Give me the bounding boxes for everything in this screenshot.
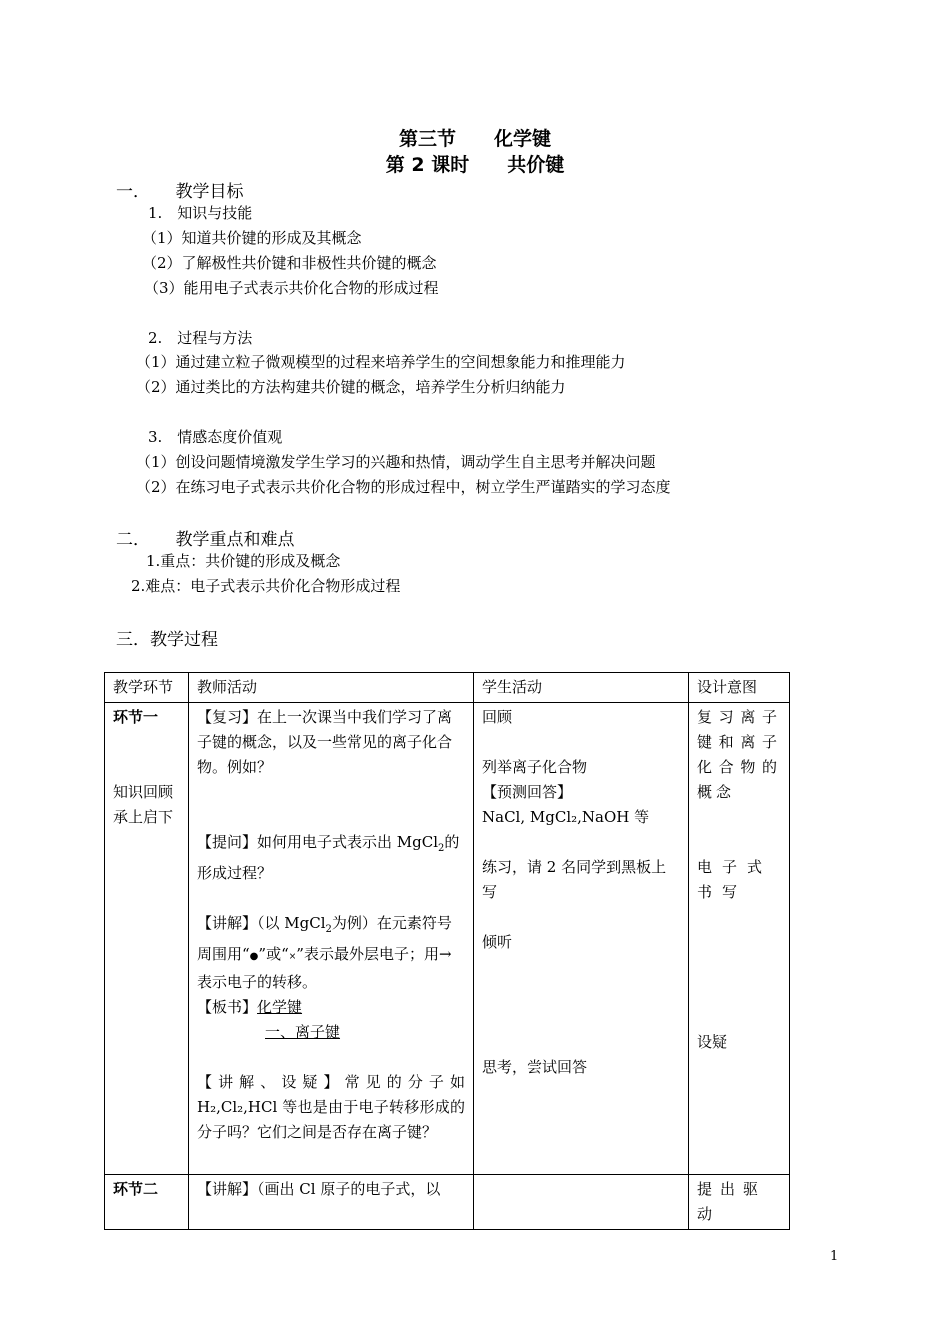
stage-label: 环节二 (113, 1180, 159, 1198)
section1-heading: 一． 教学目标 (116, 182, 244, 202)
teacher-cell: 【讲解】（画出 Cl 原子的电子式，以 (189, 1175, 474, 1230)
group1-item: （2）了解极性共价键和非极性共价键的概念 (142, 254, 437, 272)
student-cell (474, 1175, 689, 1230)
section2-item: 2.难点：电子式表示共价化合物形成过程 (131, 577, 401, 595)
group1-heading: 1. 知识与技能 (148, 204, 253, 222)
student-line: 回顾 (482, 708, 513, 726)
table-row (105, 1175, 790, 1230)
stage-cell (105, 1175, 189, 1230)
stage-sub: 承上启下 (113, 808, 174, 826)
stage-label: 环节一 (113, 708, 159, 726)
student-line: 【预测回答】 (482, 783, 573, 801)
section3-heading: 三．教学过程 (116, 630, 218, 650)
table-row (105, 703, 790, 1175)
lesson-table (104, 672, 790, 1230)
section2-item: 1.重点：共价键的形成及概念 (146, 552, 341, 570)
header-cell: 教师活动 (189, 673, 474, 703)
stage-sub: 知识回顾 (113, 783, 174, 801)
student-cell (474, 703, 689, 1175)
student-line: 练习，请 2 名同学到黑板上写 (482, 858, 667, 901)
group2-item: （1）通过建立粒子微观模型的过程来培养学生的空间想象能力和推理能力 (136, 353, 626, 371)
doubt-para: 【讲解、设疑】常见的分子如 H₂,Cl₂,HCl 等也是由于电子转移形成的分子吗？它们之间是否存在离子键？ (197, 1073, 465, 1141)
electron-dot-icon: ● (249, 951, 259, 962)
group3-item: （1）创设问题情境激发学生学习的兴趣和热情，调动学生自主思考并解决问题 (136, 453, 656, 471)
section2-heading: 二． 教学重点和难点 (116, 530, 295, 550)
teacher-cell (189, 703, 474, 1175)
student-line: 思考，尝试回答 (482, 1058, 588, 1076)
group2-heading: 2. 过程与方法 (148, 329, 253, 347)
electron-cross-icon: × (288, 952, 297, 962)
ask-para: 【提问】如何用电子式表示出 MgCl$_2$的形成过程？ (197, 833, 460, 882)
intent-line: 提出驱动 (697, 1180, 767, 1223)
stage-cell (105, 703, 189, 1175)
header-cell: 教学环节 (105, 673, 189, 703)
intent-line: 设疑 (697, 1033, 728, 1051)
student-line: 列举离子化合物 (482, 758, 588, 776)
header-cell: 设计意图 (689, 673, 790, 703)
review-para: 【复习】在上一次课当中我们学习了离子键的概念，以及一些常见的离子化合物。例如？ (197, 708, 453, 776)
group1-item: （3）能用电子式表示共价化合物的形成过程 (144, 279, 439, 297)
title-line-1: 第三节 化学键 (398, 128, 551, 150)
page-number: 1 (830, 1249, 839, 1264)
explain-para: 【讲解】（以 MgCl$_2$为例）在元素符号周围用“●”或“×”表示最外层电子；用→表示电子的转移。 (197, 914, 452, 991)
review-tag: 【复习】 (197, 708, 258, 726)
table-header-row (105, 673, 790, 703)
header-cell: 学生活动 (474, 673, 689, 703)
group2-item: （2）通过类比的方法构建共价键的概念，培养学生分析归纳能力 (136, 378, 566, 396)
group3-heading: 3. 情感态度价值观 (148, 428, 283, 446)
intent-line: 电子式书写 (697, 858, 773, 901)
board-subheading: 一、离子键 (265, 1023, 341, 1041)
intent-line: 复习离子键和离子化合物的概念 (697, 708, 781, 801)
group1-item: （1）知道共价键的形成及其概念 (142, 229, 362, 247)
board-para: 【板书】化学键 (197, 998, 303, 1016)
group3-item: （2）在练习电子式表示共价化合物的形成过程中，树立学生严谨踏实的学习态度 (136, 478, 671, 496)
intent-cell (689, 1175, 790, 1230)
title-line-2: 第 2 课时 共价键 (385, 154, 565, 176)
intent-cell (689, 703, 790, 1175)
student-line: 倾听 (482, 933, 513, 951)
student-line: NaCl, MgCl₂,NaOH 等 (482, 808, 650, 826)
